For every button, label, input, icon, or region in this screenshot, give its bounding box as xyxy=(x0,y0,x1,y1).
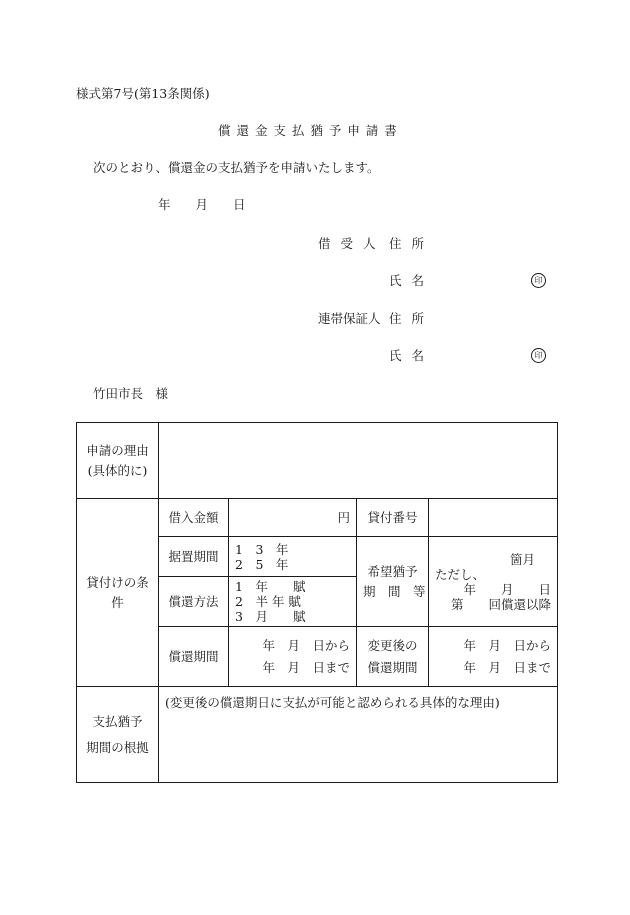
installment-text: 第 回償還以降 xyxy=(450,596,551,612)
changed-period-label-cell xyxy=(357,627,429,687)
method-option[interactable]: 3 月 賦 xyxy=(235,609,306,624)
repayment-period-field[interactable] xyxy=(229,627,357,687)
application-table xyxy=(76,422,558,783)
reason-field[interactable] xyxy=(159,423,558,499)
guarantor-name-label: 氏 名 xyxy=(389,348,427,363)
loan-amount-label: 借入金額 xyxy=(159,499,229,537)
repayment-period-label: 償還期間 xyxy=(159,627,229,687)
borrower-address-label: 住 所 xyxy=(389,236,427,251)
loan-number-label: 貸付番号 xyxy=(357,499,429,537)
loan-amount-field[interactable] xyxy=(229,499,357,537)
seal-icon: 印 xyxy=(531,348,546,363)
basis-label-cell xyxy=(77,687,159,783)
guarantor-address-label: 住 所 xyxy=(389,311,427,326)
period-from: 年 月 日から xyxy=(262,637,350,653)
changed-period-from: 年 月 日から xyxy=(463,637,551,653)
requested-period-label: 希望猶予 xyxy=(367,563,418,579)
requested-period-label-cell xyxy=(357,537,429,627)
deferment-option[interactable]: 2 5 年 xyxy=(235,556,289,572)
addressee: 竹田市長 様 xyxy=(93,386,169,401)
reason-sublabel: (具体的に) xyxy=(87,462,148,478)
seal-icon: 印 xyxy=(531,273,546,288)
basis-sublabel: 期間の根拠 xyxy=(86,739,149,755)
deferment-option[interactable]: 1 3 年 xyxy=(235,541,289,557)
method-option[interactable]: 2 半 年 賦 xyxy=(235,594,301,609)
basis-note: (変更後の償還期日に支払が可能と認められる具体的な理由) xyxy=(165,695,500,710)
repayment-method-options[interactable] xyxy=(229,577,357,627)
deferment-label: 据置期間 xyxy=(159,537,229,577)
guarantor-label: 連帯保証人 xyxy=(318,311,381,326)
basis-field[interactable] xyxy=(159,687,558,783)
reason-label: 申請の理由 xyxy=(86,442,149,458)
page-title: 償 還 金 支 払 猶 予 申 請 書 xyxy=(218,123,398,138)
date-unit: 年 月 日 xyxy=(463,581,551,597)
borrower-label: 借 受 人 xyxy=(318,236,379,251)
form-number: 様式第7号(第13条関係) xyxy=(76,86,210,101)
changed-period-sublabel: 償還期間 xyxy=(367,659,418,675)
changed-period-to: 年 月 日まで xyxy=(463,659,551,675)
proviso-text: ただし、 xyxy=(435,566,486,582)
requested-period-sublabel: 期 間 等 xyxy=(363,583,426,599)
changed-period-field[interactable] xyxy=(429,627,558,687)
changed-period-label: 変更後の xyxy=(367,637,418,653)
date-line: 年 月 日 xyxy=(158,197,246,212)
repayment-method-label: 償還方法 xyxy=(159,577,229,627)
deferment-options[interactable] xyxy=(229,537,357,577)
reason-label-cell xyxy=(77,423,159,499)
basis-label: 支払猶予 xyxy=(92,713,143,729)
yen-unit: 円 xyxy=(337,509,350,525)
months-unit: 箇月 xyxy=(509,551,535,567)
conditions-label: 貸付けの条件 xyxy=(77,499,159,687)
method-option[interactable]: 1 年 賦 xyxy=(235,579,306,594)
intro-text: 次のとおり、償還金の支払猶予を申請いたします。 xyxy=(93,160,380,175)
borrower-name-label: 氏 名 xyxy=(389,273,427,288)
requested-period-field[interactable] xyxy=(429,537,558,627)
period-to: 年 月 日まで xyxy=(262,659,350,675)
loan-number-field[interactable] xyxy=(429,499,558,537)
